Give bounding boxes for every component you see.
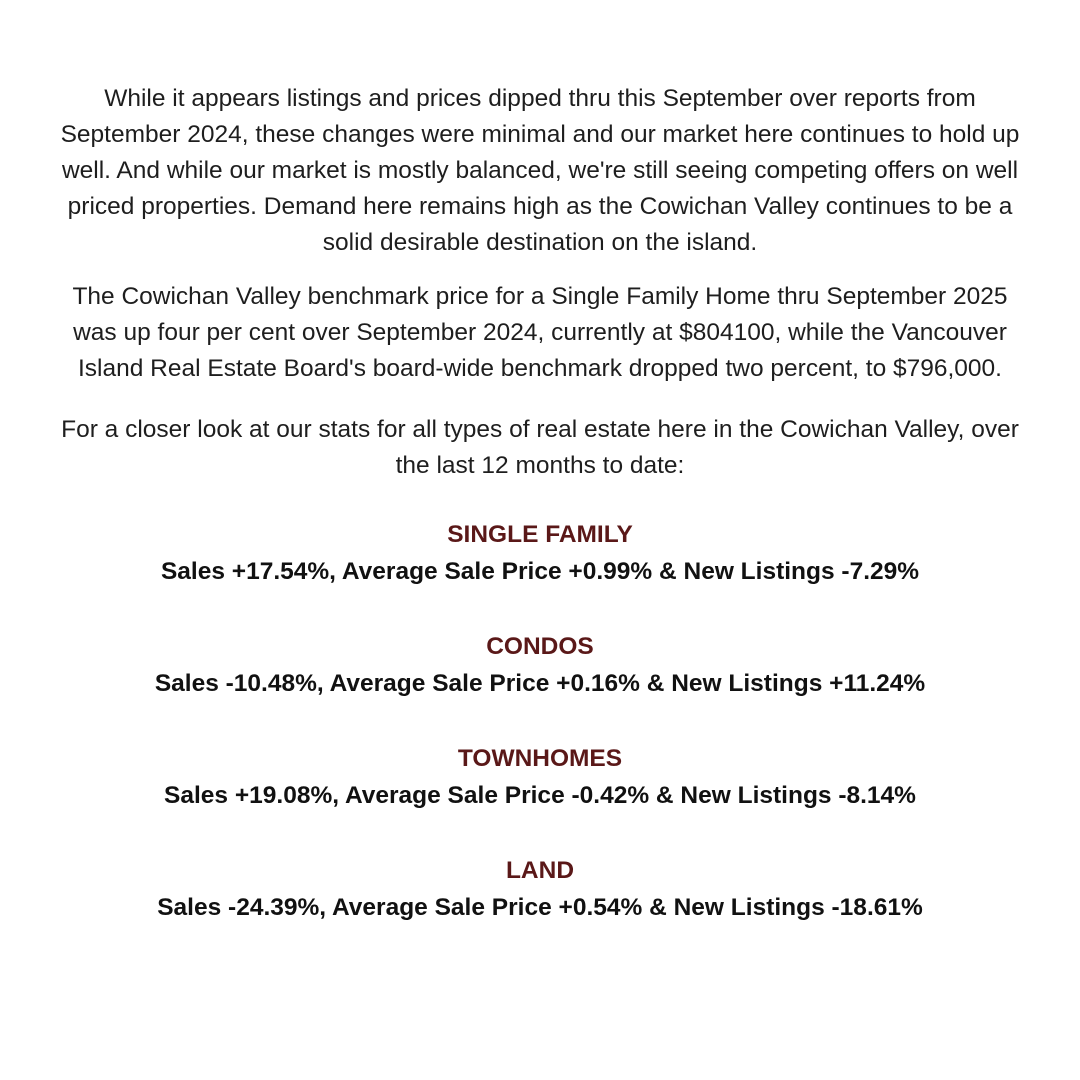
stat-townhomes bbox=[50, 741, 1030, 814]
stats-intro-paragraph: For a closer look at our stats for all types of real estate here in the Cowichan Valley, over the last 12 months to date: bbox=[61, 416, 1019, 479]
stat-figures: Sales +19.08%, Average Sale Price -0.42% & New Listings -8.14% bbox=[164, 782, 916, 809]
stat-figures: Sales -10.48%, Average Sale Price +0.16% & New Listings +11.24% bbox=[154, 670, 926, 697]
stat-single-family bbox=[50, 517, 1030, 590]
stat-figures: Sales -24.39%, Average Sale Price +0.54% & New Listings -18.61% bbox=[157, 894, 923, 921]
stat-land bbox=[50, 853, 1030, 926]
stats-list bbox=[50, 517, 1030, 926]
intro-paragraph: While it appears listings and prices dipped thru this September over reports from September 2024, these changes were minimal and our market here continues to hold up well. And while our market is mostly balanced, we're still seeing competing offers on well priced properties. Demand here remains high as the Cowichan Valley continues to be a solid desirable destination on the island. bbox=[60, 85, 1020, 256]
stat-title: LAND bbox=[505, 857, 575, 884]
market-report bbox=[50, 81, 1030, 965]
stat-title: TOWNHOMES bbox=[457, 745, 623, 772]
stat-condos bbox=[50, 629, 1030, 702]
benchmark-paragraph: The Cowichan Valley benchmark price for a Single Family Home thru September 2025 was up four per cent over September 2024, currently at $804100, while the Vancouver Island Real Estate Board's board-wide benchmark dropped two percent, to $796,000. bbox=[72, 283, 1008, 382]
stat-figures: Sales +17.54%, Average Sale Price +0.99% & New Listings -7.29% bbox=[160, 558, 920, 585]
stat-title: SINGLE FAMILY bbox=[447, 521, 633, 548]
stat-title: CONDOS bbox=[486, 633, 594, 660]
